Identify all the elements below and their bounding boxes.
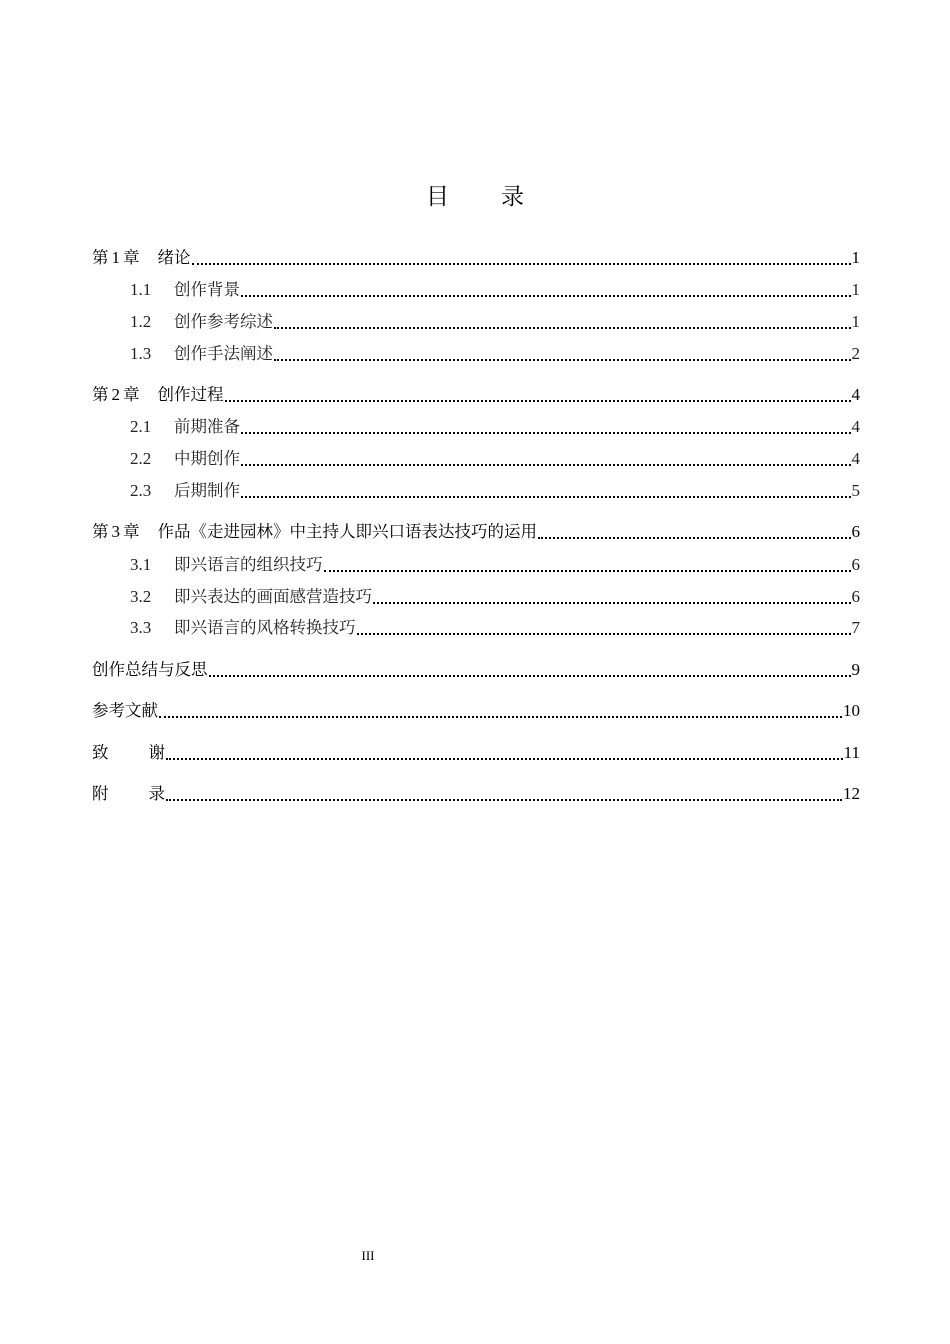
entry-title-first-char: 致 [92, 743, 109, 762]
toc-appendix[interactable] [92, 782, 860, 806]
toc-references[interactable] [92, 699, 860, 723]
page-number: 4 [851, 385, 860, 404]
page-footer-number: III [361, 1248, 375, 1263]
toc-section-2-3[interactable] [130, 479, 860, 503]
dot-leader [357, 633, 851, 635]
entry-title: 创作总结与反思 [92, 660, 208, 679]
section-number: 2.2 [130, 449, 152, 468]
entry-title [92, 741, 165, 765]
dot-leader [209, 675, 851, 677]
toc-section-1-1[interactable] [130, 278, 860, 302]
toc-section-1-3[interactable] [130, 342, 860, 366]
dot-leader [241, 464, 851, 466]
section-title: 前期准备 [174, 417, 240, 436]
page-number: 11 [843, 743, 860, 762]
chapter-suffix: 章 [123, 522, 140, 541]
section-number: 1.1 [130, 280, 152, 299]
chapter-number: 2 [111, 385, 120, 404]
dot-leader [225, 400, 851, 402]
entry-title-second-char: 谢 [148, 743, 165, 762]
page-number: 1 [851, 280, 860, 299]
page-number: 6 [851, 522, 860, 541]
section-title: 创作背景 [174, 280, 240, 299]
chapter-title: 作品《走进园林》中主持人即兴口语表达技巧的运用 [157, 522, 537, 541]
page-number: 2 [851, 344, 860, 363]
page-number: 4 [851, 417, 860, 436]
dot-leader [274, 327, 851, 329]
toc-title-second-char: 录 [501, 184, 524, 210]
page-number: 5 [851, 481, 860, 500]
entry-title-first-char: 附 [92, 784, 109, 803]
entry-title: 参考文献 [92, 701, 158, 720]
dot-leader [324, 570, 851, 572]
toc-chapter-3[interactable] [92, 520, 860, 544]
section-title: 中期创作 [174, 449, 240, 468]
toc-chapter-1[interactable] [92, 246, 860, 270]
section-title: 即兴表达的画面感营造技巧 [174, 587, 372, 606]
section-number: 1.3 [130, 344, 152, 363]
section-title: 创作手法阐述 [174, 344, 273, 363]
chapter-number: 3 [111, 522, 120, 541]
toc-section-3-1[interactable] [130, 553, 860, 577]
dot-leader [166, 758, 843, 760]
dot-leader [373, 602, 851, 604]
toc-section-2-1[interactable] [130, 415, 860, 439]
dot-leader [241, 432, 851, 434]
section-number: 3.1 [130, 555, 152, 574]
dot-leader [159, 716, 842, 718]
section-number: 2.1 [130, 417, 152, 436]
toc-chapter-2[interactable] [92, 383, 860, 407]
section-number: 3.3 [130, 618, 152, 637]
dot-leader [192, 263, 851, 265]
dot-leader [241, 295, 851, 297]
dot-leader [241, 496, 851, 498]
section-title: 即兴语言的风格转换技巧 [174, 618, 356, 637]
section-number: 2.3 [130, 481, 152, 500]
dot-leader [166, 799, 842, 801]
chapter-prefix: 第 [92, 385, 109, 404]
page-number: 10 [843, 701, 860, 720]
entry-title [92, 782, 165, 806]
chapter-title: 绪论 [157, 248, 191, 267]
toc-title [0, 178, 950, 211]
chapter-number: 1 [111, 248, 120, 267]
section-title: 后期制作 [174, 481, 240, 500]
toc-summary[interactable] [92, 658, 860, 682]
chapter-prefix: 第 [92, 522, 109, 541]
page-number: 1 [851, 248, 860, 267]
dot-leader [274, 359, 851, 361]
toc-section-3-2[interactable] [130, 585, 860, 609]
page-number: 12 [843, 784, 860, 803]
entry-title-second-char: 录 [148, 784, 165, 803]
page-number: 1 [851, 312, 860, 331]
section-number: 1.2 [130, 312, 152, 331]
toc-acknowledgements[interactable] [92, 741, 860, 765]
chapter-title: 创作过程 [157, 385, 224, 404]
page-number: 6 [851, 555, 860, 574]
page-number: 4 [851, 449, 860, 468]
page-number: 9 [851, 660, 860, 679]
page-number: 6 [851, 587, 860, 606]
chapter-suffix: 章 [123, 385, 140, 404]
page-number: 7 [851, 618, 860, 637]
toc-title-first-char: 目 [426, 184, 449, 210]
section-title: 创作参考综述 [174, 312, 273, 331]
dot-leader [538, 537, 851, 539]
toc-section-2-2[interactable] [130, 447, 860, 471]
section-number: 3.2 [130, 587, 152, 606]
section-title: 即兴语言的组织技巧 [174, 555, 323, 574]
chapter-suffix: 章 [123, 248, 140, 267]
chapter-prefix: 第 [92, 248, 109, 267]
toc-section-3-3[interactable] [130, 616, 860, 640]
toc-section-1-2[interactable] [130, 310, 860, 334]
